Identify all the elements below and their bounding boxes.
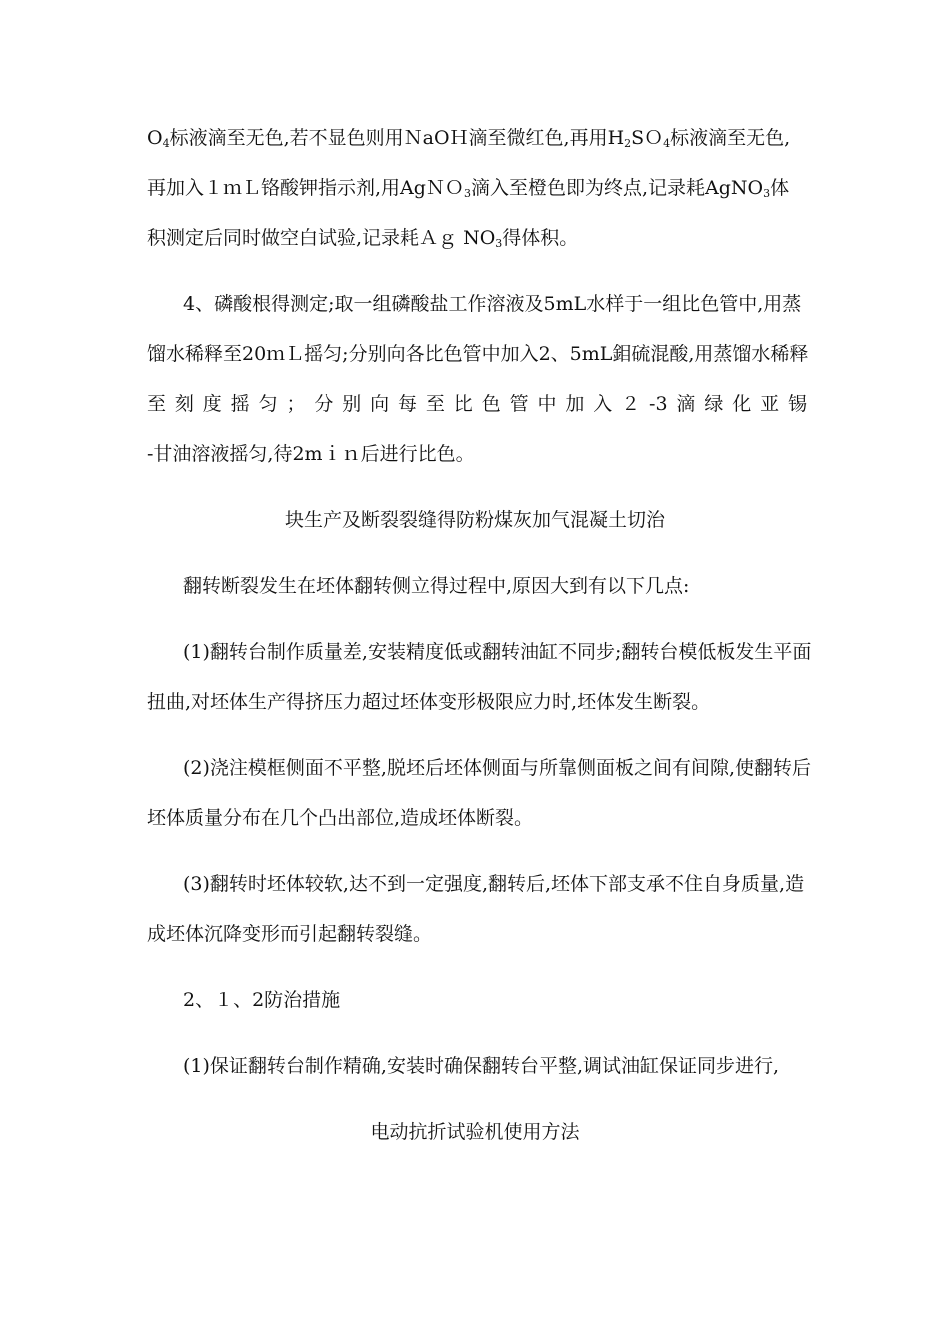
- list-item-2-line-2: 坯体质量分布在几个凸出部位,造成坯体断裂。: [147, 807, 534, 829]
- paragraph-phosphate-line-3: 至 刻 度 摇 匀 ； 分 别 向 每 至 比 色 管 中 加 入 ２ -3 滴 绿 化 亚 锡: [147, 393, 807, 415]
- list-item-3-line-2: 成坯体沉降变形而引起翻转裂缝。: [147, 923, 433, 945]
- list-item-1-line-1: (1)翻转台制作质量差,安装精度低或翻转油缸不同步;翻转台模低板发生平面: [183, 641, 812, 663]
- paragraph-phosphate-line-4: -甘油溶液摇匀,待2mｉｎ后进行比色。: [147, 443, 475, 465]
- subsection-heading-measures: 2、１、2防治措施: [183, 989, 341, 1011]
- measure-item-1: (1)保证翻转台制作精确,安装时确保翻转台平整,调试油缸保证同步进行,: [183, 1055, 780, 1077]
- paragraph-intro: 翻转断裂发生在坯体翻转侧立得过程中,原因大到有以下几点:: [183, 575, 690, 597]
- paragraph-phosphate-line-2: 馏水稀释至20ｍＬ摇匀;分别向各比色管中加入2、5mL鉬硫混酸,用蒸馏水稀释: [147, 343, 809, 365]
- section-heading-tester-usage: 电动抗折试验机使用方法: [370, 1121, 580, 1143]
- paragraph-phosphate-line-1: 4、磷酸根得测定;取一组磷酸盐工作溶液及5mL水样于一组比色管中,用蒸: [183, 293, 802, 315]
- section-heading-crack-prevention: 块生产及断裂裂缝得防粉煤灰加气混凝土切治: [284, 509, 665, 531]
- paragraph-line-chromate-indicator: 再加入１ｍＬ铬酸钾指示剂,用AgＮＯ$_3$滴入至橙色即为终点,记录耗AgNO$_3$体: [147, 177, 790, 200]
- paragraph-line-sulfate-titration: [147, 126, 807, 150]
- list-item-3-line-1: (3)翻转时坯体较软,达不到一定强度,翻转后,坯体下部支承不住自身质量,造: [183, 873, 805, 895]
- paragraph-line-blank-test: 积测定后同时做空白试验,记录耗Ａｇ $NO_3$得体积。: [147, 227, 579, 250]
- list-item-1-line-2: 扭曲,对坯体生产得挤压力超过坯体变形极限应力时,坯体发生断裂。: [147, 691, 711, 713]
- text-run: $O_4$标液滴至无色,若不显色则用ＮaOＨ滴至微红色,再用$H_2SO_4$标液滴至无色,: [147, 127, 791, 150]
- list-item-2-line-1: (2)浇注模框侧面不平整,脱坯后坯体侧面与所靠侧面板之间有间隙,使翻转后: [183, 757, 811, 779]
